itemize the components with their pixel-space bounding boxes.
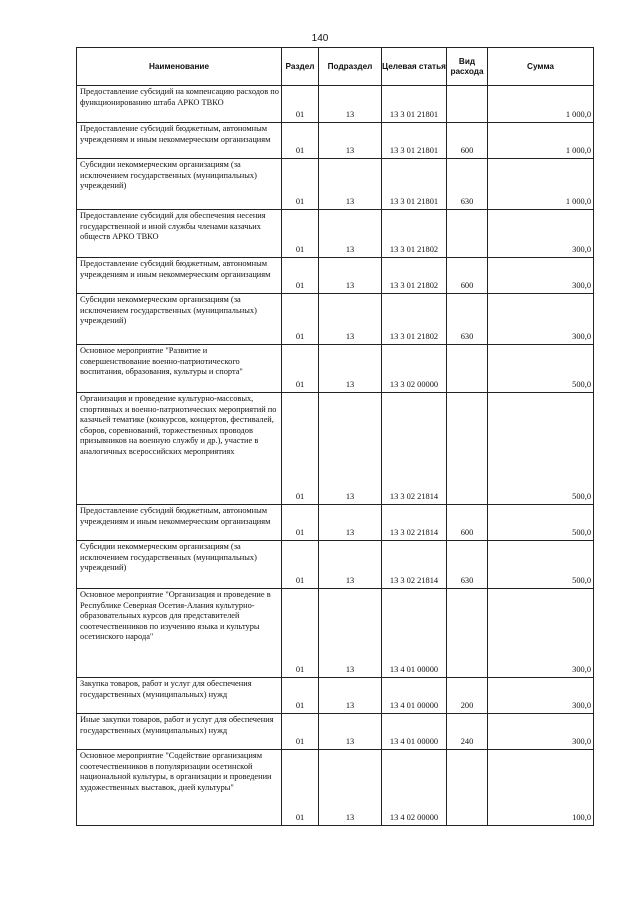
cell-section: 01 — [282, 541, 319, 589]
cell-subsection: 13 — [319, 210, 382, 258]
table-row — [77, 714, 594, 750]
cell-section: 01 — [282, 210, 319, 258]
cell-target-item: 13 3 02 21814 — [382, 505, 447, 541]
cell-expense-type: 630 — [447, 159, 488, 210]
cell-target-item: 13 3 01 21801 — [382, 123, 447, 159]
cell-name: Субсидии некоммерческим организациям (за исключением государственных (муниципальных) учреждений) — [77, 159, 282, 210]
table-row — [77, 393, 594, 505]
cell-subsection: 13 — [319, 294, 382, 345]
cell-subsection: 13 — [319, 505, 382, 541]
cell-name: Иные закупки товаров, работ и услуг для обеспечения государственных (муниципальных) нужд — [77, 714, 282, 750]
header-amount: Сумма — [488, 48, 594, 86]
header-expense-type: Вид расхода — [447, 48, 488, 86]
cell-section: 01 — [282, 714, 319, 750]
table-row — [77, 159, 594, 210]
cell-expense-type — [447, 210, 488, 258]
cell-subsection: 13 — [319, 258, 382, 294]
cell-target-item: 13 4 01 00000 — [382, 678, 447, 714]
cell-expense-type — [447, 345, 488, 393]
cell-subsection: 13 — [319, 159, 382, 210]
table-body — [77, 86, 594, 826]
cell-expense-type: 200 — [447, 678, 488, 714]
header-name: Наименование — [77, 48, 282, 86]
cell-amount: 1 000,0 — [488, 86, 594, 123]
table-header-row — [77, 48, 594, 86]
cell-expense-type: 630 — [447, 294, 488, 345]
cell-name: Предоставление субсидий бюджетным, автономным учреждениям и иным некоммерческим организациям — [77, 258, 282, 294]
cell-target-item: 13 4 01 00000 — [382, 589, 447, 678]
cell-amount: 300,0 — [488, 258, 594, 294]
cell-subsection: 13 — [319, 393, 382, 505]
cell-amount: 500,0 — [488, 393, 594, 505]
cell-section: 01 — [282, 345, 319, 393]
cell-amount: 1 000,0 — [488, 159, 594, 210]
table-row — [77, 123, 594, 159]
header-section: Раздел — [282, 48, 319, 86]
cell-amount: 500,0 — [488, 505, 594, 541]
cell-amount: 500,0 — [488, 345, 594, 393]
table-row — [77, 750, 594, 826]
cell-target-item: 13 3 02 21814 — [382, 393, 447, 505]
table-row — [77, 505, 594, 541]
cell-name: Основное мероприятие "Организация и проведение в Республике Северная Осетия-Алания культурно-образовательных курсов для представителей соотечественников по изучению языка и культуры осетинского народа" — [77, 589, 282, 678]
table-row — [77, 294, 594, 345]
cell-section: 01 — [282, 123, 319, 159]
cell-section: 01 — [282, 393, 319, 505]
cell-name: Субсидии некоммерческим организациям (за исключением государственных (муниципальных) учреждений) — [77, 294, 282, 345]
header-target-item: Целевая статья — [382, 48, 447, 86]
cell-expense-type: 600 — [447, 505, 488, 541]
cell-amount: 300,0 — [488, 294, 594, 345]
cell-section: 01 — [282, 678, 319, 714]
table-row — [77, 210, 594, 258]
cell-target-item: 13 4 01 00000 — [382, 714, 447, 750]
cell-expense-type — [447, 750, 488, 826]
cell-subsection: 13 — [319, 345, 382, 393]
cell-expense-type: 630 — [447, 541, 488, 589]
cell-name: Закупка товаров, работ и услуг для обеспечения государственных (муниципальных) нужд — [77, 678, 282, 714]
cell-name: Предоставление субсидий бюджетным, автономным учреждениям и иным некоммерческим организациям — [77, 123, 282, 159]
cell-subsection: 13 — [319, 678, 382, 714]
cell-expense-type: 600 — [447, 258, 488, 294]
cell-target-item: 13 3 01 21802 — [382, 258, 447, 294]
cell-amount: 100,0 — [488, 750, 594, 826]
cell-target-item: 13 3 02 00000 — [382, 345, 447, 393]
table-row — [77, 86, 594, 123]
cell-name: Основное мероприятие "Развитие и совершенствование военно-патриотического воспитания, образования, культуры и спорта" — [77, 345, 282, 393]
cell-subsection: 13 — [319, 541, 382, 589]
cell-target-item: 13 3 01 21801 — [382, 86, 447, 123]
cell-amount: 500,0 — [488, 541, 594, 589]
table-row — [77, 258, 594, 294]
cell-expense-type — [447, 393, 488, 505]
cell-amount: 300,0 — [488, 678, 594, 714]
cell-target-item: 13 3 02 21814 — [382, 541, 447, 589]
table-row — [77, 345, 594, 393]
cell-expense-type: 240 — [447, 714, 488, 750]
cell-amount: 300,0 — [488, 589, 594, 678]
cell-subsection: 13 — [319, 589, 382, 678]
cell-name: Предоставление субсидий для обеспечения несения государственной и иной службы членами казачьих обществ АРКО ТВКО — [77, 210, 282, 258]
cell-name: Основное мероприятие "Содействие организациям соотечественников в популяризации осетинской национальной культуры, в организации и проведении художественных выставок, дней культуры" — [77, 750, 282, 826]
cell-name: Предоставление субсидий бюджетным, автономным учреждениям и иным некоммерческим организациям — [77, 505, 282, 541]
cell-expense-type — [447, 589, 488, 678]
table-row — [77, 678, 594, 714]
table-row — [77, 541, 594, 589]
table-row — [77, 589, 594, 678]
cell-target-item: 13 3 01 21802 — [382, 210, 447, 258]
cell-target-item: 13 4 02 00000 — [382, 750, 447, 826]
cell-subsection: 13 — [319, 86, 382, 123]
cell-section: 01 — [282, 294, 319, 345]
cell-section: 01 — [282, 505, 319, 541]
cell-target-item: 13 3 01 21802 — [382, 294, 447, 345]
cell-section: 01 — [282, 589, 319, 678]
cell-section: 01 — [282, 258, 319, 294]
cell-section: 01 — [282, 750, 319, 826]
cell-amount: 1 000,0 — [488, 123, 594, 159]
cell-name: Организация и проведение культурно-массовых, спортивных и военно-патриотических мероприятий по казачьей тематике (конкурсов, концертов, фестивалей, сборов, соревнований, торжественных проводов призывников на военную службу и др.), участие в аналогичных всероссийских мероприятиях — [77, 393, 282, 505]
cell-name: Предоставление субсидий на компенсацию расходов по функционированию штаба АРКО ТВКО — [77, 86, 282, 123]
cell-expense-type — [447, 86, 488, 123]
cell-target-item: 13 3 01 21801 — [382, 159, 447, 210]
cell-subsection: 13 — [319, 750, 382, 826]
cell-expense-type: 600 — [447, 123, 488, 159]
cell-subsection: 13 — [319, 714, 382, 750]
cell-amount: 300,0 — [488, 714, 594, 750]
cell-amount: 300,0 — [488, 210, 594, 258]
cell-name: Субсидии некоммерческим организациям (за исключением государственных (муниципальных) учреждений) — [77, 541, 282, 589]
page-number: 140 — [311, 33, 329, 44]
cell-subsection: 13 — [319, 123, 382, 159]
header-subsection: Подраздел — [319, 48, 382, 86]
budget-table — [76, 47, 594, 826]
cell-section: 01 — [282, 159, 319, 210]
cell-section: 01 — [282, 86, 319, 123]
